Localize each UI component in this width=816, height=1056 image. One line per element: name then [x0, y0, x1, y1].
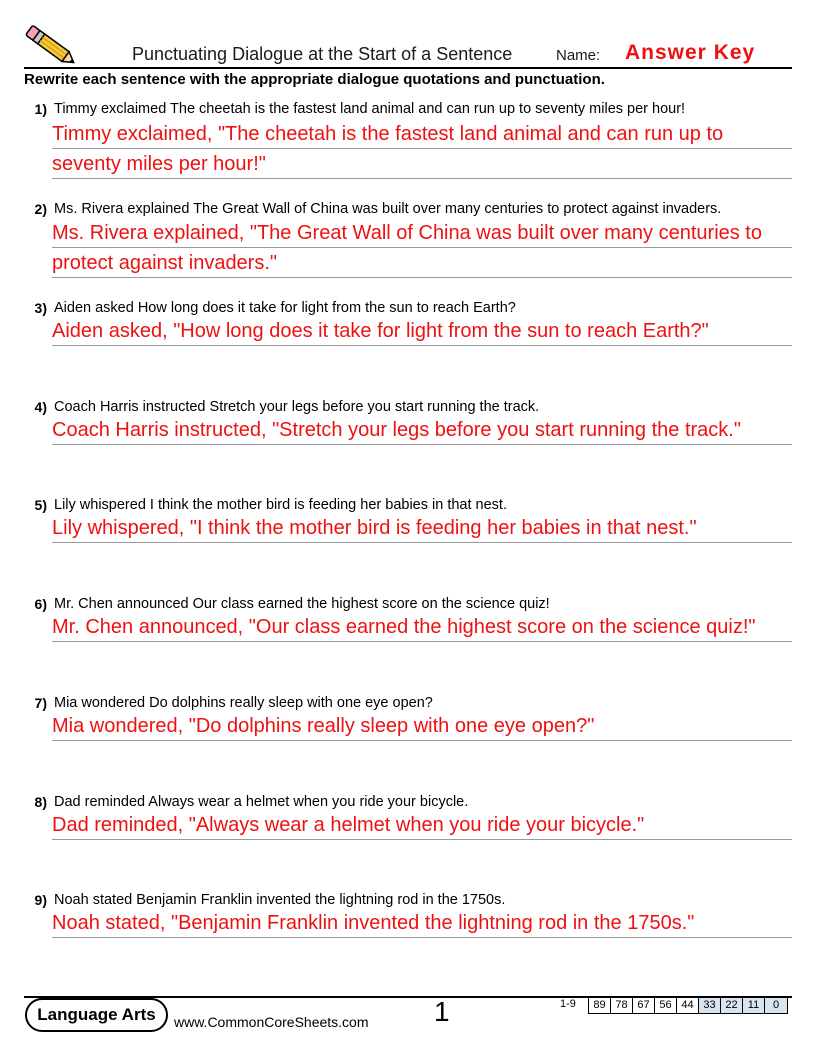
header-divider	[24, 67, 792, 69]
score-range-label: 1-9	[560, 998, 576, 1010]
problem-number: 8)	[34, 794, 47, 810]
problem-prompt: Aiden asked How long does it take for light from the sun to reach Earth?	[54, 300, 516, 316]
problem-prompt: Mia wondered Do dolphins really sleep with one eye open?	[54, 695, 433, 711]
problem-number: 9)	[34, 892, 47, 908]
problem-prompt: Coach Harris instructed Stretch your legs before you start running the track.	[54, 399, 540, 415]
answer-line: Coach Harris instructed, "Stretch your legs before you start running the track."	[52, 417, 792, 445]
score-cell: 78	[611, 998, 633, 1013]
answer-line: Ms. Rivera explained, "The Great Wall of China was built over many centuries to	[52, 220, 792, 248]
pencil-icon	[22, 22, 80, 70]
answer-line: protect against invaders."	[52, 250, 792, 278]
name-label: Name:	[556, 47, 601, 64]
problem-prompt: Noah stated Benjamin Franklin invented the lightning rod in the 1750s.	[54, 892, 506, 908]
subject-badge: Language Arts	[25, 998, 168, 1032]
score-cell: 11	[743, 998, 765, 1013]
answer-line: Lily whispered, "I think the mother bird is feeding her babies in that nest."	[52, 515, 792, 543]
answer-line: Noah stated, "Benjamin Franklin invented the lightning rod in the 1750s."	[52, 910, 792, 938]
problem-prompt: Timmy exclaimed The cheetah is the fastest land animal and can run up to seventy miles per hour!	[54, 101, 686, 117]
page-number: 1	[434, 996, 450, 1027]
problem-number: 4)	[34, 399, 47, 415]
score-cell: 22	[721, 998, 743, 1013]
problem-number: 5)	[34, 497, 47, 513]
site-url: www.CommonCoreSheets.com	[174, 1014, 369, 1030]
worksheet-title: Punctuating Dialogue at the Start of a Sentence	[132, 44, 513, 64]
score-cell: 56	[655, 998, 677, 1013]
problem-number: 2)	[34, 201, 47, 217]
name-value: Answer Key	[625, 41, 756, 64]
problem-number: 7)	[34, 695, 47, 711]
problem-prompt: Ms. Rivera explained The Great Wall of China was built over many centuries to protect against invaders.	[54, 201, 722, 217]
answer-line: Mr. Chen announced, "Our class earned the highest score on the science quiz!"	[52, 614, 792, 642]
problem-number: 3)	[34, 300, 47, 316]
problem-prompt: Dad reminded Always wear a helmet when you ride your bicycle.	[54, 794, 469, 810]
score-cell: 67	[633, 998, 655, 1013]
problem-number: 6)	[34, 596, 47, 612]
answer-line: Aiden asked, "How long does it take for light from the sun to reach Earth?"	[52, 318, 792, 346]
problem-number: 1)	[34, 101, 47, 117]
answer-line: Timmy exclaimed, "The cheetah is the fastest land animal and can run up to	[52, 121, 792, 149]
score-cell: 44	[677, 998, 699, 1013]
score-table	[588, 997, 788, 1014]
problem-prompt: Mr. Chen announced Our class earned the highest score on the science quiz!	[54, 596, 550, 612]
answer-line: Mia wondered, "Do dolphins really sleep with one eye open?"	[52, 713, 792, 741]
problem-prompt: Lily whispered I think the mother bird is feeding her babies in that nest.	[54, 497, 507, 513]
answer-line: seventy miles per hour!"	[52, 151, 792, 179]
instructions: Rewrite each sentence with the appropriate dialogue quotations and punctuation.	[24, 71, 605, 88]
score-cell: 0	[765, 998, 787, 1013]
score-cell: 89	[589, 998, 611, 1013]
score-cell: 33	[699, 998, 721, 1013]
answer-line: Dad reminded, "Always wear a helmet when you ride your bicycle."	[52, 812, 792, 840]
